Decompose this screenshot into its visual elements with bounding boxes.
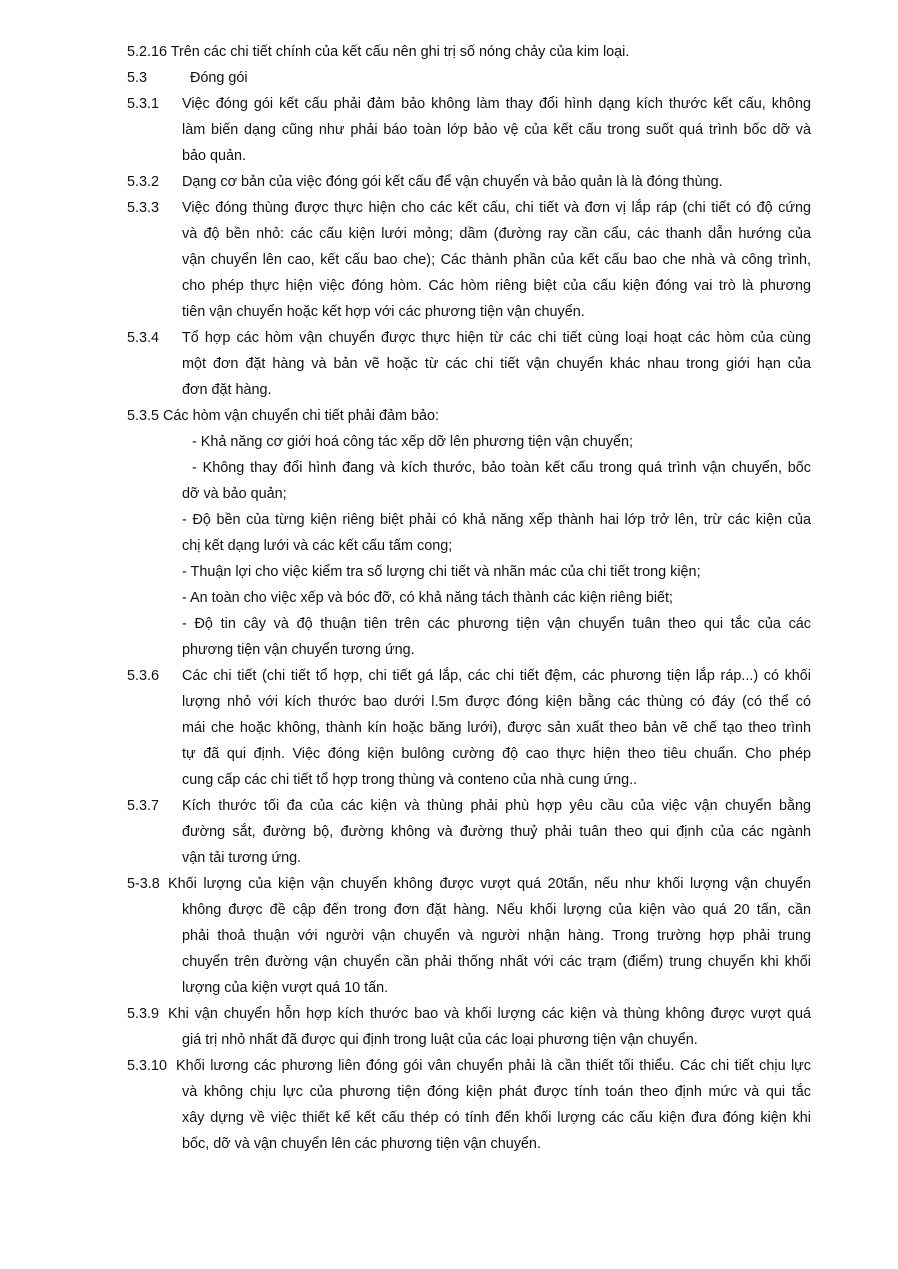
clause-5-3-3-line-3: vận chuyển lên cao, kết cấu bao che); Các thành phần của kết cấu bao che nhà và công trình,	[182, 252, 811, 268]
list-item-3-line-2: chị kết dạng lưới và các kết cấu tấm cong;	[182, 538, 453, 554]
list-item-2-line-2: dỡ và bảo quản;	[182, 486, 287, 502]
clause-5-3-8-number: 5-3.8	[127, 876, 160, 892]
clause-5-3-6-line-5: cung cấp các chi tiết tổ hợp trong thùng và conteno của nhà cung ứng..	[182, 772, 638, 788]
list-item-1-line-1: - Khả năng cơ giới hoá công tác xếp dỡ lên phương tiện vận chuyển;	[192, 434, 634, 450]
clause-5-2-16-line-1: 5.2.16 Trên các chi tiết chính của kết cấu nên ghi trị số nóng chảy của kim loại.	[127, 44, 630, 60]
clause-5-3-9-line-1: Khi vận chuyển hỗn hợp kích thước bao và khối lượng các kiện và thùng không được vượt quá	[168, 1006, 811, 1022]
clause-5-3-8-line-3: phải thoả thuận với người vận chuyển và người nhận hàng. Trong trường hợp phải trung	[182, 928, 811, 944]
clause-5-3-3-number: 5.3.3	[127, 200, 160, 216]
clause-5-3-10-line-3: xây dựng về việc thiết kế kết cấu thép có tính đến khối lượng các cấu kiện đưa đóng kiện khi	[182, 1110, 811, 1126]
clause-5-3-1-line-3: bảo quản.	[182, 148, 247, 164]
clause-5-3-2-number: 5.3.2	[127, 174, 160, 190]
clause-5-3-8-line-5: lượng của kiện vượt quá 10 tấn.	[182, 980, 389, 996]
list-item-6-line-1: - Độ tin cây và độ thuận tiên trên các phương tiện vận chuyển tuân theo qui tắc của các	[182, 616, 811, 632]
clause-5-3-10-number: 5.3.10	[127, 1058, 168, 1074]
clause-5-3-7-number: 5.3.7	[127, 798, 160, 814]
clause-5-3-6-line-2: lượng nhỏ với kích thước bao dưới l.5m được đóng kiện bằng các thùng có đáy (có thể có	[182, 694, 811, 710]
clause-5-3-8-line-4: chuyển trên đường vận chuyển cần phải thống nhất với các trạm (điểm) trung chuyển khi khối	[182, 954, 811, 970]
clause-5-3-7-line-1: Kích thước tối đa của các kiện và thùng phải phù hợp yêu cầu của việc vận chuyển bằng	[182, 798, 811, 814]
section-5-3-title: Đóng gói	[190, 70, 248, 86]
clause-5-3-7-line-2: đường sắt, đường bộ, đường không và đường thuỷ phải tuân theo qui định của các ngành	[182, 824, 811, 840]
clause-5-3-8-line-1: Khối lượng của kiện vận chuyển không được vượt quá 20tấn, nếu như khối lượng vận chuyển	[168, 876, 811, 892]
list-item-4-line-1: - Thuận lợi cho việc kiểm tra số lượng chi tiết và nhãn mác của chi tiết trong kiện;	[182, 564, 701, 580]
list-item-6-line-2: phương tiện vận chuyển tương ứng.	[182, 642, 415, 658]
clause-5-3-6-line-1: Các chi tiết (chi tiết tổ hợp, chi tiết gá lắp, các chi tiết đệm, các phương tiện lắp ráp...) có khối	[182, 668, 811, 684]
clause-5-3-10-line-1: Khối lương các phương liên đóng gói vân chuyển phải là cần thiết tối thiểu. Các chi tiết chịu lực	[176, 1058, 811, 1074]
list-item-2-line-1: - Không thay đổi hình đang và kích thước, bảo toàn kết cấu trong quá trình vận chuyển, bốc	[192, 460, 811, 476]
list-item-5-line-1: - An toàn cho việc xếp và bóc đỡ, có khả năng tách thành các kiện riêng biết;	[182, 590, 674, 606]
clause-5-3-6-line-3: mái che hoặc không, thành kín hoặc băng lưới), được sản xuất theo bản vẽ chế tạo theo trình	[182, 720, 811, 736]
clause-5-3-3-line-4: cho phép thực hiện việc đóng hòm. Các hòm riêng biệt của cấu kiện đóng vai trò là phương	[182, 278, 811, 294]
clause-5-3-4-line-1: Tổ hợp các hòm vận chuyển được thực hiện từ các chi tiết cùng loại hoạt các hòm của cùng	[182, 330, 811, 346]
clause-5-3-3-line-1: Việc đóng thùng được thực hiện cho các kết cấu, chi tiết và đơn vị lắp ráp (chi tiết có độ cứng	[182, 200, 811, 216]
clause-5-3-4-line-3: đơn đặt hàng.	[182, 382, 272, 398]
clause-5-3-4-line-2: một đơn đặt hàng và bản vẽ hoặc từ các chi tiết vận chuyển khác nhau trong giới hạn của	[182, 356, 811, 372]
clause-5-3-6-number: 5.3.6	[127, 668, 160, 684]
clause-5-3-9-number: 5.3.9	[127, 1006, 160, 1022]
clause-5-3-10-line-4: bốc, dỡ và vận chuyển lên các phương tiện vận chuyển.	[182, 1136, 541, 1152]
clause-5-3-8-line-2: không được đề cập đến trong đơn đặt hàng. Nếu khối lượng của kiện vào quá 20 tấn, cần	[182, 902, 811, 918]
clause-5-3-4-number: 5.3.4	[127, 330, 160, 346]
clause-5-3-3-line-5: tiên vận chuyển hoặc kết hợp với các phương tiện vận chuyển.	[182, 304, 585, 320]
clause-5-3-9-line-2: giá trị nhỏ nhất đã được qui định trong luật của các loại phương tiện vận chuyển.	[182, 1032, 698, 1048]
clause-5-3-5-line-1: 5.3.5 Các hòm vận chuyển chi tiết phải đảm bảo:	[127, 408, 439, 424]
section-5-3-number: 5.3	[127, 70, 148, 86]
clause-5-3-1-line-2: làm biến dạng cũng như phải báo toàn lớp bảo vệ của kết cấu trong suốt quá trình bốc dỡ và	[182, 122, 811, 138]
clause-5-3-1-number: 5.3.1	[127, 96, 160, 112]
clause-5-3-1-line-1: Việc đóng gói kết cấu phải đảm bảo không làm thay đổi hình dạng kích thước kết cấu, không	[182, 96, 811, 112]
clause-5-3-6-line-4: tự đã qui định. Việc đóng kiện bulông cường độ cao thực hiện theo tiêu chuẩn. Cho phép	[182, 746, 811, 762]
clause-5-3-7-line-3: vận tải tương ứng.	[182, 850, 302, 866]
clause-5-3-10-line-2: và không chịu lực của phương tiện đóng kiện phát được tính toán theo định mức và qui tắc	[182, 1084, 811, 1100]
clause-5-3-3-line-2: và độ bền nhỏ: các cấu kiện lưới mỏng; dầm (đường ray cần cẩu, các thanh dẫn hướng của	[182, 226, 811, 242]
list-item-3-line-1: - Độ bền của từng kiện riêng biệt phải có khả năng xếp thành hai lớp trở lên, trừ các kiện của	[182, 512, 811, 528]
clause-5-3-2-line-1: Dạng cơ bản của việc đóng gói kết cấu để vận chuyển và bảo quản là là đóng thùng.	[182, 174, 723, 190]
